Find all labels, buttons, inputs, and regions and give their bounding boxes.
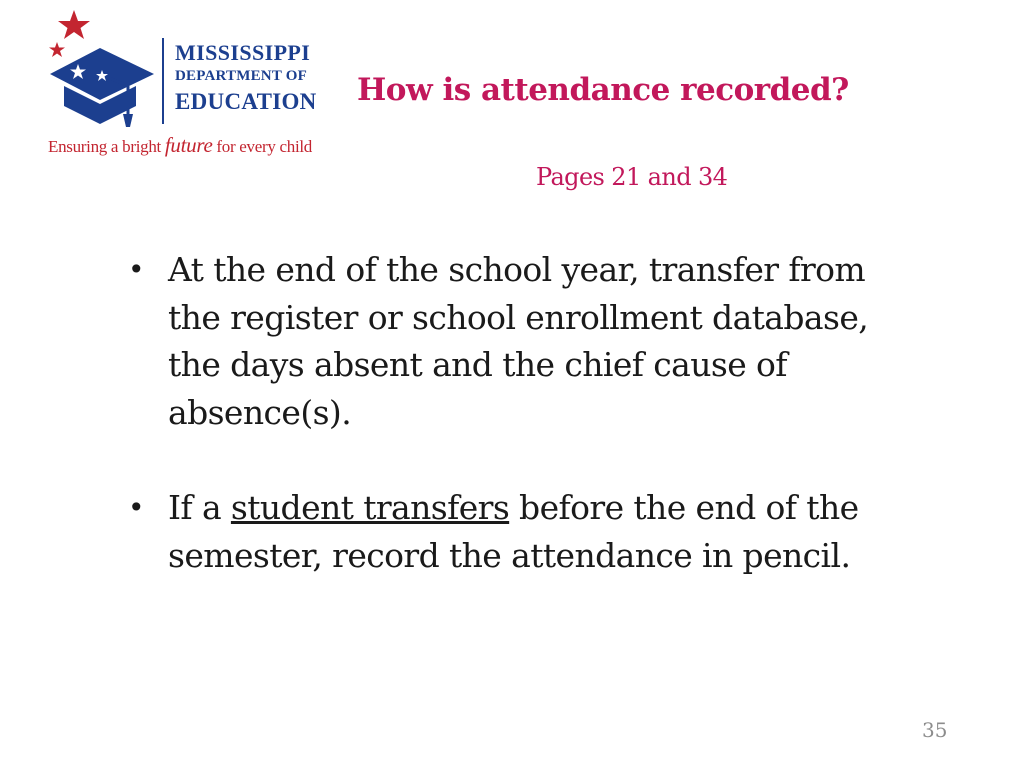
logo-tagline [48,133,312,158]
graduation-cap-icon [44,6,174,131]
bullet-text-start: If a [168,488,231,527]
tagline-text-start: Ensuring a bright [48,137,165,156]
logo-name-line2: DEPARTMENT OF [175,68,307,84]
mde-logo [44,6,332,166]
bullet-item [128,484,888,579]
bullet-list [128,246,888,627]
logo-name-line1: MISSISSIPPI [175,40,311,65]
slide-subtitle: Pages 21 and 34 [536,163,728,191]
slide-title: How is attendance recorded? [357,72,849,108]
page-number: 35 [922,718,948,742]
bullet-item [128,246,888,436]
student-transfers-link[interactable]: student transfers [230,488,510,527]
logo-name-line3: EDUCATION [175,89,317,114]
bullet-text-end: before the end of the semester, record the attendance in pencil. [168,488,859,575]
tagline-script-word: future [164,133,213,157]
bullet-text: At the end of the school year, transfer from the register or school enrollment database, the days absent and the chief cause of absence(s). [168,250,869,432]
tagline-text-end: for every child [212,137,313,156]
